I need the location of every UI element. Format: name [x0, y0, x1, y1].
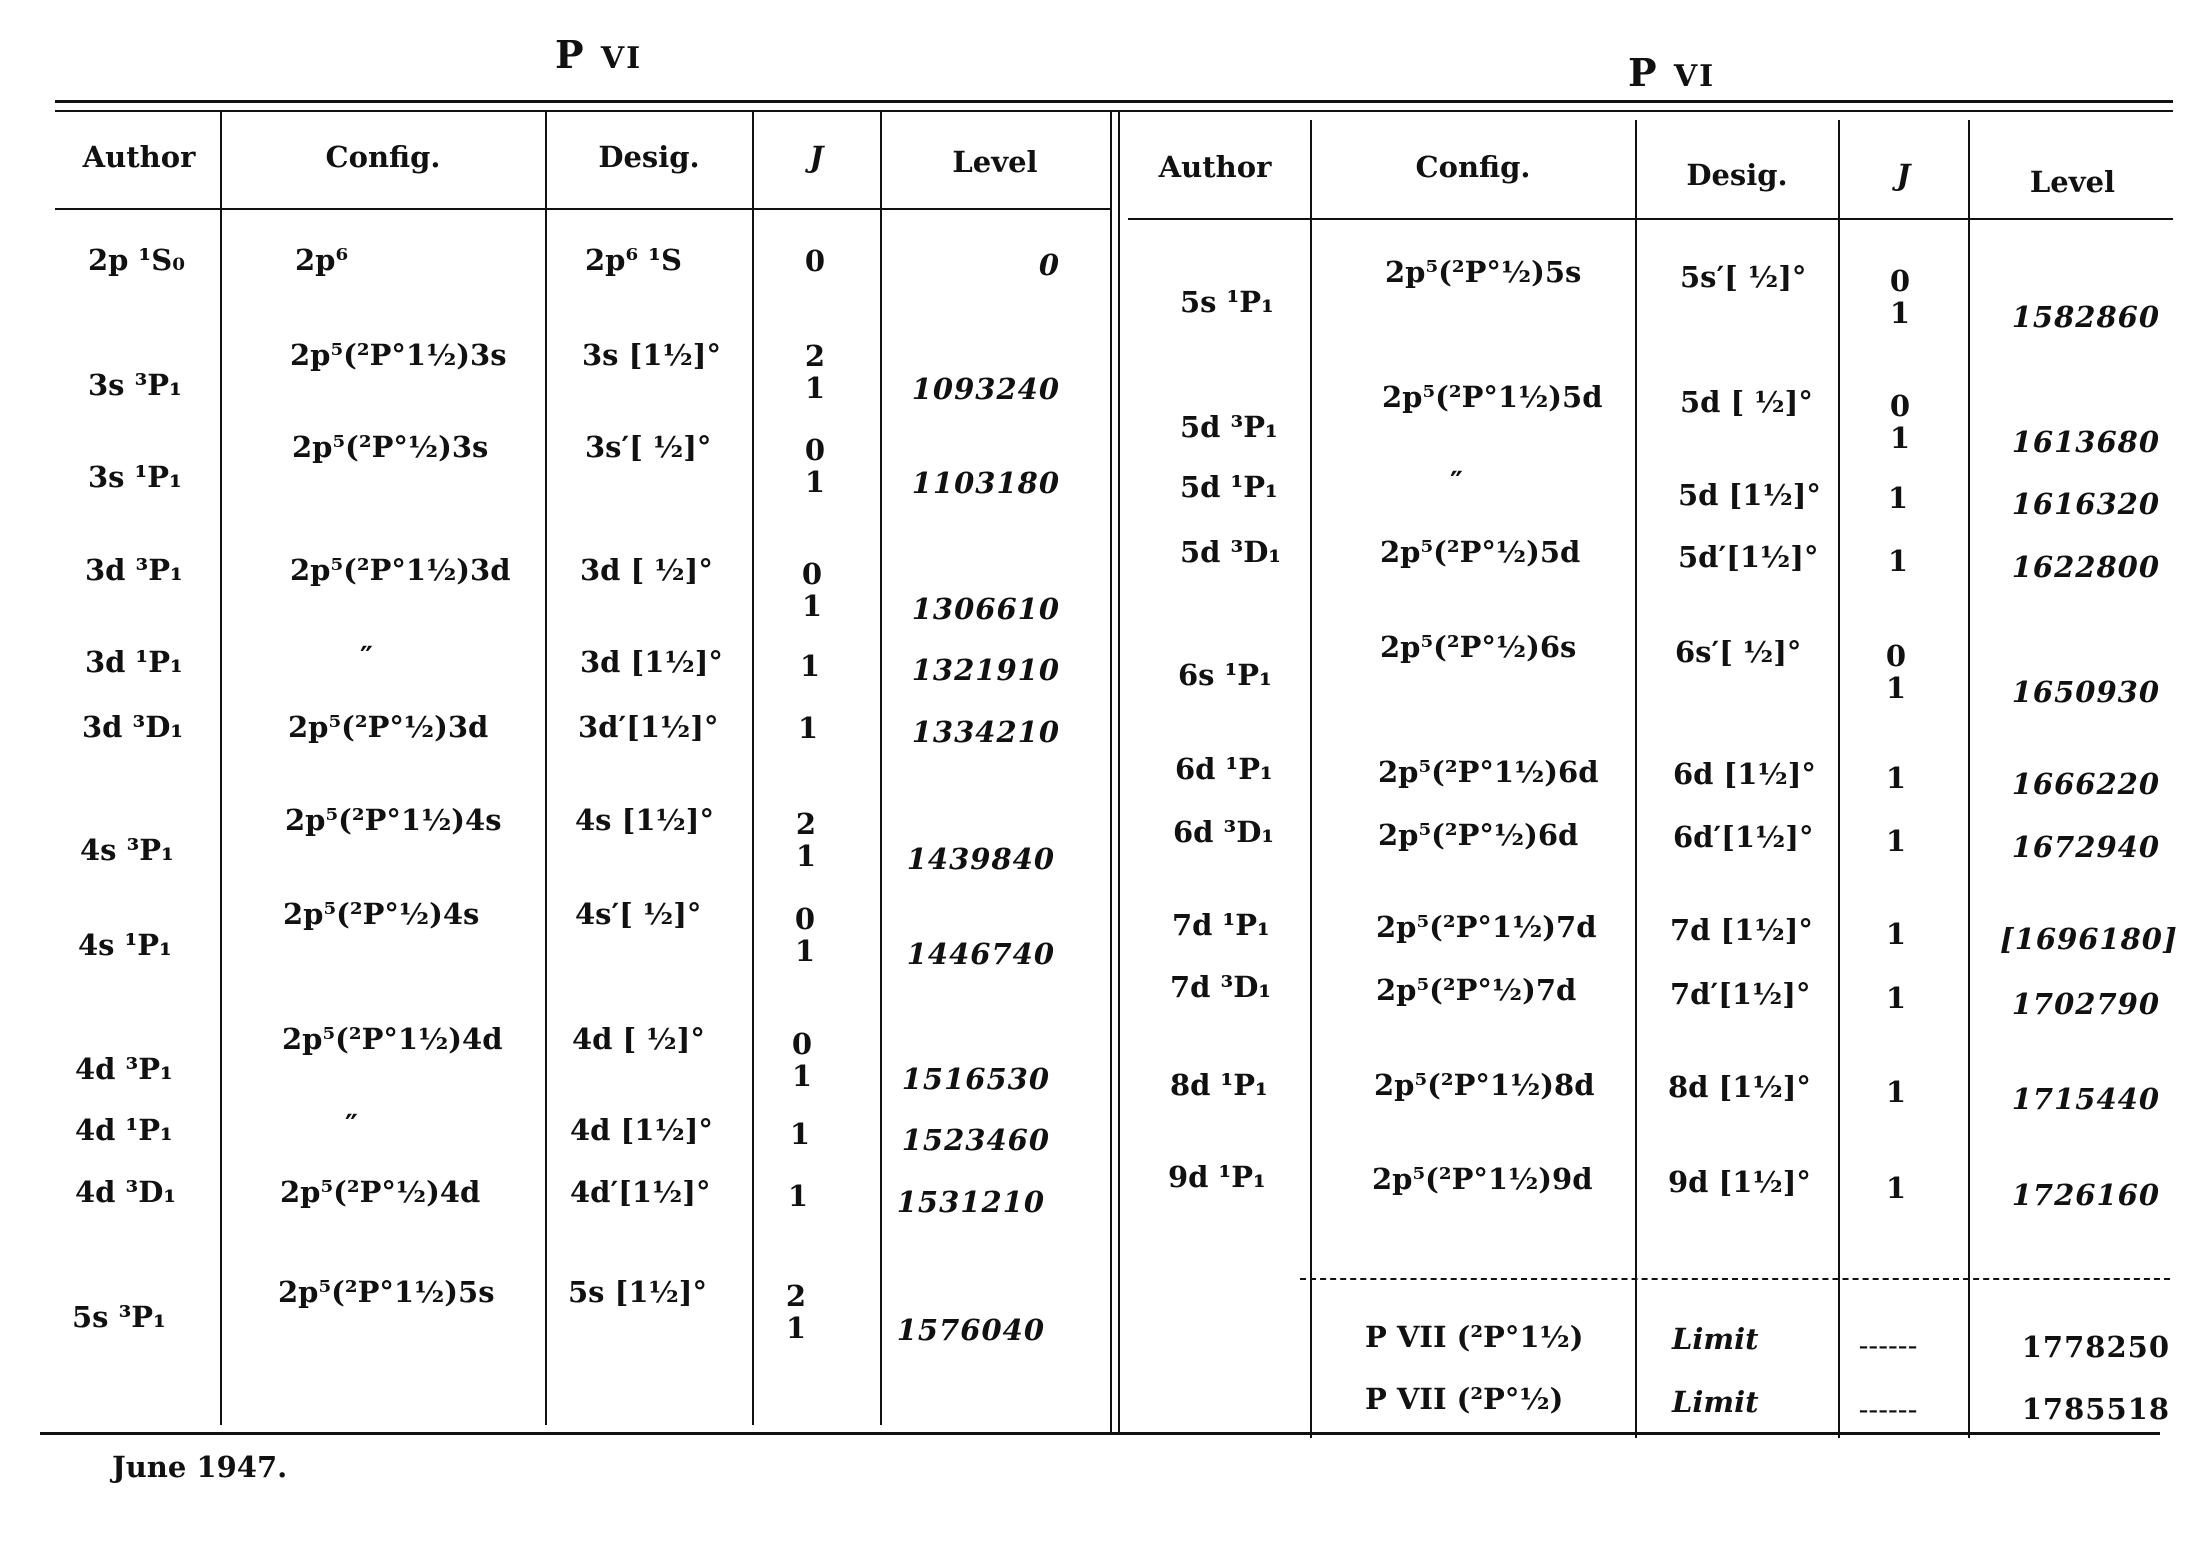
left-row-9-level: 1523460 — [901, 1123, 1050, 1157]
left-row-3-config: 2p⁵(²P°1½)3d — [290, 553, 511, 587]
left-row-0-config: 2p⁶ — [295, 243, 349, 277]
left-row-10-author: 4d ³D₁ — [75, 1175, 177, 1209]
right-row-5-desig: 6d [1½]° — [1673, 757, 1816, 791]
limit-2-j: ------ — [1858, 1392, 1918, 1426]
left-header-desig: Desig. — [598, 140, 700, 174]
right-title-ion: VI — [1673, 59, 1716, 94]
left-row-4-author: 3d ¹P₁ — [85, 645, 183, 679]
left-row-4-level: 1321910 — [911, 653, 1060, 687]
left-row-3-author: 3d ³P₁ — [85, 553, 183, 587]
left-row-1-desig: 3s [1½]° — [582, 338, 721, 372]
right-row-8-level: 1702790 — [2011, 987, 2160, 1021]
right-row-6-author: 6d ³D₁ — [1173, 815, 1275, 849]
right-row-3-config: 2p⁵(²P°½)5d — [1380, 535, 1581, 569]
right-header-desig: Desig. — [1686, 158, 1788, 192]
left-row-8-desig: 4d [ ½]° — [572, 1022, 705, 1056]
right-header-j: J — [1896, 158, 1911, 192]
left-title-element: P — [555, 32, 586, 77]
left-row-4-j: 1 — [799, 649, 821, 683]
right-row-3-level: 1622800 — [2011, 550, 2160, 584]
left-row-8-j: 0 1 — [791, 1027, 813, 1093]
left-row-2-j: 0 1 — [804, 433, 826, 499]
right-row-10-j: 1 — [1885, 1171, 1907, 1205]
left-divider-2 — [545, 112, 547, 1425]
right-row-6-j: 1 — [1885, 824, 1907, 858]
left-title-ion: VI — [600, 41, 643, 76]
right-row-3-desig: 5d′[1½]° — [1678, 540, 1819, 574]
left-row-7-author: 4s ¹P₁ — [78, 928, 172, 962]
left-row-5-j: 1 — [797, 711, 819, 745]
left-row-8-level: 1516530 — [901, 1062, 1050, 1096]
limit-2-config: P VII (²P°½) — [1365, 1382, 1564, 1416]
left-row-6-config: 2p⁵(²P°1½)4s — [285, 803, 502, 837]
left-row-6-j: 2 1 — [795, 807, 817, 873]
left-row-2-config: 2p⁵(²P°½)3s — [292, 430, 489, 464]
right-row-0-desig: 5s′[ ½]° — [1680, 260, 1807, 294]
left-row-7-j: 0 1 — [794, 902, 816, 968]
left-row-2-desig: 3s′[ ½]° — [585, 430, 712, 464]
limit-2-desig: Limit — [1672, 1385, 1759, 1419]
left-row-6-author: 4s ³P₁ — [80, 833, 174, 867]
right-row-9-level: 1715440 — [2011, 1082, 2160, 1116]
left-row-10-config: 2p⁵(²P°½)4d — [280, 1175, 481, 1209]
left-row-9-config: ″ — [345, 1108, 358, 1142]
top-rule-2 — [55, 110, 2173, 112]
right-row-10-desig: 9d [1½]° — [1668, 1165, 1811, 1199]
left-row-6-desig: 4s [1½]° — [575, 803, 714, 837]
right-row-5-level: 1666220 — [2011, 767, 2160, 801]
right-row-0-config: 2p⁵(²P°½)5s — [1385, 255, 1582, 289]
left-row-1-author: 3s ³P₁ — [88, 368, 182, 402]
limit-1-config: P VII (²P°1½) — [1365, 1320, 1584, 1354]
left-row-11-j: 2 1 — [785, 1279, 807, 1345]
left-row-5-desig: 3d′[1½]° — [578, 710, 719, 744]
right-divider-3 — [1838, 120, 1840, 1438]
left-row-1-config: 2p⁵(²P°1½)3s — [290, 338, 507, 372]
right-row-10-level: 1726160 — [2011, 1178, 2160, 1212]
left-row-3-j: 0 1 — [801, 557, 823, 623]
left-row-5-level: 1334210 — [911, 715, 1060, 749]
left-header-j: J — [809, 140, 824, 174]
bottom-rule — [40, 1432, 2160, 1435]
right-row-6-desig: 6d′[1½]° — [1673, 820, 1814, 854]
right-row-1-j: 0 1 — [1889, 389, 1911, 455]
right-row-1-author: 5d ³P₁ — [1180, 410, 1278, 444]
limit-1-desig: Limit — [1672, 1322, 1759, 1356]
right-row-7-author: 7d ¹P₁ — [1172, 908, 1270, 942]
right-row-0-level: 1582860 — [2011, 300, 2160, 334]
right-header-level: Level — [2029, 165, 2116, 199]
left-row-3-level: 1306610 — [911, 592, 1060, 626]
footer-date: June 1947. — [112, 1450, 288, 1484]
left-divider-1 — [220, 112, 222, 1425]
center-divider-a — [1110, 112, 1112, 1432]
right-row-7-level: [1696180] — [2000, 922, 2178, 956]
right-row-9-j: 1 — [1885, 1075, 1907, 1109]
right-row-7-desig: 7d [1½]° — [1670, 913, 1813, 947]
center-divider-b — [1118, 112, 1120, 1432]
limit-1-j: ------ — [1858, 1328, 1918, 1362]
left-row-4-config: ″ — [360, 640, 373, 674]
left-header-rule — [55, 208, 1110, 210]
right-row-0-author: 5s ¹P₁ — [1180, 285, 1274, 319]
right-row-4-author: 6s ¹P₁ — [1178, 658, 1272, 692]
left-divider-4 — [880, 112, 882, 1425]
right-row-8-desig: 7d′[1½]° — [1670, 977, 1811, 1011]
right-header-config: Config. — [1415, 150, 1531, 184]
left-row-2-author: 3s ¹P₁ — [88, 460, 182, 494]
right-row-4-desig: 6s′[ ½]° — [1675, 635, 1802, 669]
left-row-7-level: 1446740 — [906, 937, 1055, 971]
left-row-5-author: 3d ³D₁ — [82, 710, 184, 744]
left-row-0-desig: 2p⁶ ¹S — [585, 243, 682, 277]
right-table-title — [1628, 50, 1715, 95]
right-row-0-j: 0 1 — [1889, 264, 1911, 330]
right-row-6-config: 2p⁵(²P°½)6d — [1378, 818, 1579, 852]
left-row-5-config: 2p⁵(²P°½)3d — [288, 710, 489, 744]
right-row-4-config: 2p⁵(²P°½)6s — [1380, 630, 1577, 664]
left-row-0-level: 0 — [1038, 248, 1060, 282]
right-row-8-config: 2p⁵(²P°½)7d — [1376, 973, 1577, 1007]
right-row-2-level: 1616320 — [2011, 487, 2160, 521]
right-row-3-author: 5d ³D₁ — [1180, 535, 1282, 569]
right-row-8-author: 7d ³D₁ — [1170, 970, 1272, 1004]
left-row-11-desig: 5s [1½]° — [568, 1275, 707, 1309]
right-title-element: P — [1628, 50, 1659, 95]
top-rule-1 — [55, 100, 2173, 103]
right-row-5-j: 1 — [1885, 761, 1907, 795]
left-row-2-level: 1103180 — [911, 466, 1060, 500]
right-row-9-desig: 8d [1½]° — [1668, 1070, 1811, 1104]
right-row-2-j: 1 — [1887, 481, 1909, 515]
left-row-4-desig: 3d [1½]° — [580, 645, 723, 679]
limit-2-level: 1785518 — [2021, 1392, 2170, 1426]
left-row-10-j: 1 — [787, 1179, 809, 1213]
right-divider-2 — [1635, 120, 1637, 1438]
left-row-8-author: 4d ³P₁ — [75, 1052, 173, 1086]
left-row-1-j: 2 1 — [804, 339, 826, 405]
left-row-7-desig: 4s′[ ½]° — [575, 897, 702, 931]
left-row-10-level: 1531210 — [896, 1185, 1045, 1219]
right-row-10-config: 2p⁵(²P°1½)9d — [1372, 1162, 1593, 1196]
left-row-6-level: 1439840 — [906, 842, 1055, 876]
right-row-1-desig: 5d [ ½]° — [1680, 385, 1813, 419]
left-row-8-config: 2p⁵(²P°1½)4d — [282, 1022, 503, 1056]
right-row-5-author: 6d ¹P₁ — [1175, 752, 1273, 786]
right-row-9-author: 8d ¹P₁ — [1170, 1068, 1268, 1102]
left-header-config: Config. — [325, 140, 441, 174]
right-row-6-level: 1672940 — [2011, 830, 2160, 864]
right-row-2-author: 5d ¹P₁ — [1180, 470, 1278, 504]
right-row-8-j: 1 — [1885, 981, 1907, 1015]
limit-separator — [1300, 1278, 2170, 1280]
left-row-0-author: 2p ¹S₀ — [88, 243, 185, 277]
left-row-11-config: 2p⁵(²P°1½)5s — [278, 1275, 495, 1309]
right-row-5-config: 2p⁵(²P°1½)6d — [1378, 755, 1599, 789]
left-divider-3 — [752, 112, 754, 1425]
right-row-7-j: 1 — [1885, 917, 1907, 951]
left-row-11-level: 1576040 — [896, 1313, 1045, 1347]
right-row-10-author: 9d ¹P₁ — [1168, 1160, 1266, 1194]
right-header-author: Author — [1158, 150, 1272, 184]
left-row-9-j: 1 — [789, 1117, 811, 1151]
left-row-0-j: 0 — [804, 244, 826, 278]
right-row-4-level: 1650930 — [2011, 675, 2160, 709]
right-divider-1 — [1310, 120, 1312, 1438]
left-row-9-author: 4d ¹P₁ — [75, 1113, 173, 1147]
left-header-level: Level — [952, 145, 1038, 179]
right-row-1-level: 1613680 — [2011, 425, 2160, 459]
right-row-2-config: ″ — [1450, 465, 1463, 499]
right-row-4-j: 0 1 — [1885, 639, 1907, 705]
left-row-7-config: 2p⁵(²P°½)4s — [283, 897, 480, 931]
limit-1-level: 1778250 — [2021, 1330, 2170, 1364]
left-table-title — [555, 32, 642, 77]
right-row-7-config: 2p⁵(²P°1½)7d — [1376, 910, 1597, 944]
left-row-1-level: 1093240 — [911, 372, 1060, 406]
right-row-9-config: 2p⁵(²P°1½)8d — [1374, 1068, 1595, 1102]
left-row-11-author: 5s ³P₁ — [72, 1300, 166, 1334]
right-divider-4 — [1968, 120, 1970, 1438]
left-header-author: Author — [82, 140, 196, 174]
right-row-2-desig: 5d [1½]° — [1678, 478, 1821, 512]
left-row-10-desig: 4d′[1½]° — [570, 1175, 711, 1209]
right-header-rule — [1128, 218, 2173, 220]
right-row-3-j: 1 — [1887, 544, 1909, 578]
right-row-1-config: 2p⁵(²P°1½)5d — [1382, 380, 1603, 414]
left-row-9-desig: 4d [1½]° — [570, 1113, 713, 1147]
left-row-3-desig: 3d [ ½]° — [580, 553, 713, 587]
